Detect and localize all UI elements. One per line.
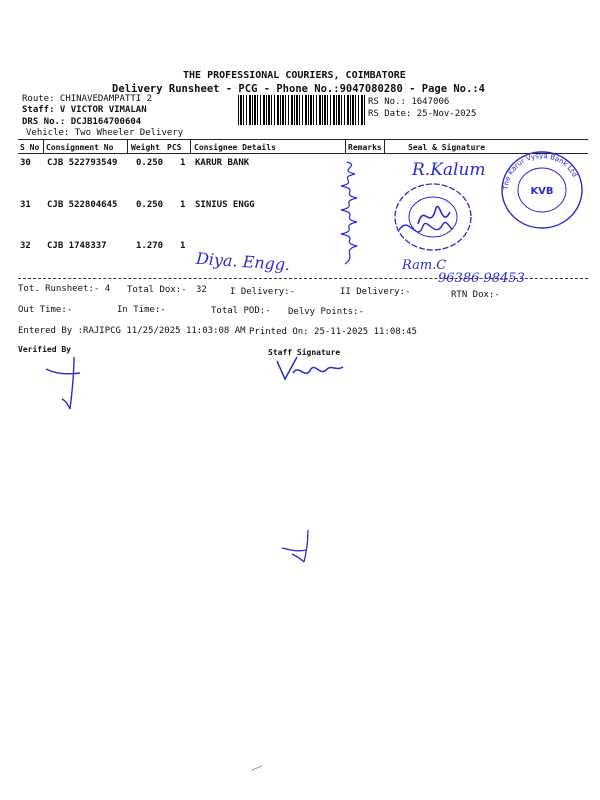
ii-delivery: II Delivery:-: [340, 287, 411, 297]
handwritten-phone: 96386 98453: [438, 271, 525, 286]
seal-ring-text: The Karur Vysya Bank Ltd: [501, 151, 579, 191]
header-pcs: PCS: [167, 143, 182, 152]
header-seal: Seal & Signature: [408, 143, 486, 152]
stray-pen-mark: [278, 528, 318, 568]
staff-signature: [275, 355, 345, 385]
total-dox-value: 32: [196, 285, 207, 295]
row-pcs: 1: [180, 158, 186, 168]
row-weight: 0.250: [136, 158, 164, 168]
staff: Staff: V VICTOR VIMALAN: [22, 105, 147, 115]
row-sno: 32: [20, 241, 31, 251]
row-sno: 31: [20, 200, 31, 210]
drs-no: DRS No.: DCJB164700604: [22, 117, 142, 127]
handwritten-receiver-name: R.Kalum: [412, 160, 486, 180]
seal-logo-text: KVB: [530, 186, 554, 197]
total-dox-label: Total Dox:-: [127, 285, 187, 295]
in-time: In Time:-: [117, 305, 166, 315]
vehicle: Vehicle: Two Wheeler Delivery: [26, 128, 184, 138]
header-consignment: Consignment No: [46, 143, 114, 152]
bank-seal-stamp: [498, 148, 586, 232]
verified-by-label: Verified By: [18, 345, 71, 354]
total-runsheet: Tot. Runsheet:- 4: [18, 284, 111, 294]
row-weight: 1.270: [136, 241, 164, 251]
i-delivery: I Delivery:-: [230, 287, 296, 297]
runsheet-title: Delivery Runsheet - PCG - Phone No.:9047080280 - Page No.:4: [112, 83, 485, 95]
verified-by-signature: [40, 355, 100, 415]
delvy-points: Delvy Points:-: [288, 307, 364, 317]
row-consignment: CJB 1748337: [47, 241, 107, 251]
remarks-squiggle: [335, 160, 365, 270]
rtn-dox: RTN Dox:-: [451, 290, 500, 300]
col-divider: [345, 139, 346, 153]
handwritten-consignee: Diya. Engg.: [195, 248, 291, 275]
route: Route: CHINAVEDAMPATTI 2: [22, 94, 153, 104]
col-divider: [384, 139, 385, 153]
row-consignee: SINIUS ENGG: [195, 200, 255, 210]
row-consignee: KARUR BANK: [195, 158, 250, 168]
row-weight: 0.250: [136, 200, 164, 210]
header-sno: S No: [20, 143, 40, 152]
col-divider: [190, 139, 191, 153]
scan-artifact: [250, 762, 270, 774]
header-weight: Weight: [131, 143, 160, 152]
drs-barcode: [238, 95, 366, 125]
header-remarks: Remarks: [348, 143, 382, 152]
row-pcs: 1: [180, 200, 186, 210]
header-consignee: Consignee Details: [194, 143, 276, 152]
col-divider: [43, 139, 44, 153]
col-divider: [127, 139, 128, 153]
entered-by: Entered By :RAJIPCG 11/25/2025 11:03:08 AM: [18, 326, 246, 336]
handwritten-receiver-name: Ram.C: [402, 258, 447, 273]
row-consignment: CJB 522804645: [47, 200, 118, 210]
receiver-signature: [395, 210, 455, 250]
row-pcs: 1: [180, 241, 186, 251]
row-consignment: CJB 522793549: [47, 158, 118, 168]
printed-on: Printed On: 25-11-2025 11:08:45: [249, 327, 417, 337]
rs-no: RS No.: 1647006: [368, 97, 450, 107]
rs-date: RS Date: 25-Nov-2025: [368, 109, 477, 119]
out-time: Out Time:-: [18, 305, 73, 315]
total-pod: Total POD:-: [211, 306, 271, 316]
row-sno: 30: [20, 158, 31, 168]
table-top-rule: [18, 139, 588, 140]
company-name: THE PROFESSIONAL COURIERS, COIMBATORE: [183, 70, 406, 81]
staff-signature-label: Staff Signature: [268, 348, 341, 357]
